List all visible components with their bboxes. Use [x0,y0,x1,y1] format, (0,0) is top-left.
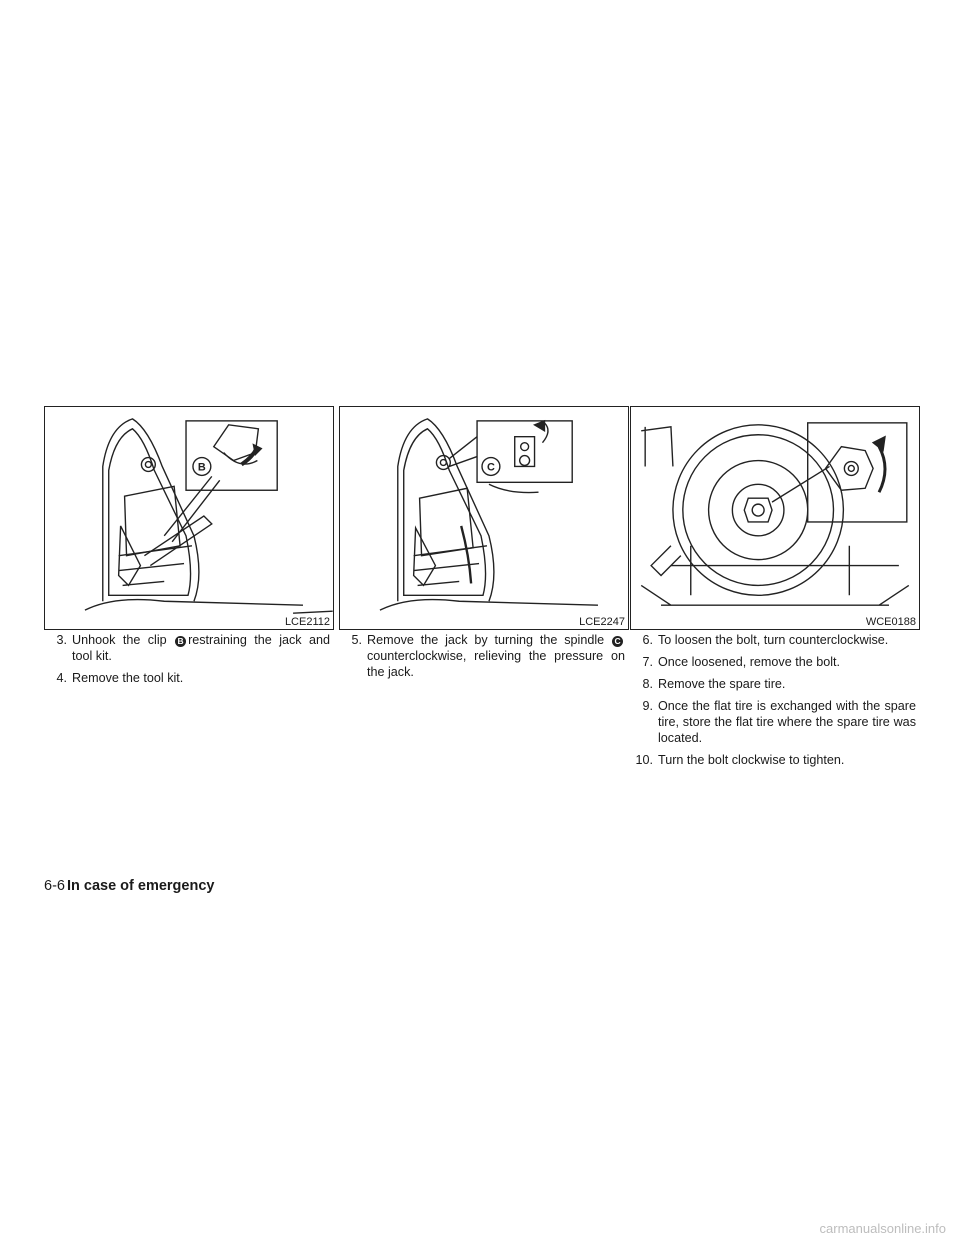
callout-c-icon: C [612,636,623,647]
page-number: 6-6 [44,878,65,894]
spare-tire-illustration [631,407,919,629]
figure-jack-clip [44,406,334,630]
step-number: 8. [642,677,653,691]
step-5 [339,632,625,680]
step-text-before: Remove the jack by turning the spindle [367,633,605,647]
step-10 [630,752,916,768]
step-9 [630,698,916,746]
step-number: 9. [642,699,653,713]
step-number: 3. [56,633,67,647]
figure-callout-label: C [487,461,495,474]
step-text-after: counterclockwise, relieving the pressure on the jack. [367,649,625,679]
figure-code: WCE0188 [865,616,916,628]
figure-callout-label: B [197,461,206,474]
figure-code: LCE2247 [579,616,625,628]
step-7 [630,654,916,670]
step-text-before: Unhook the clip [72,633,167,647]
step-text [72,632,330,664]
step-8 [630,676,916,692]
step-text: Once the flat tire is exchanged with the spare tire, store the flat tire where the spare tire was located. [658,699,916,745]
step-text: Remove the tool kit. [72,671,184,685]
jack-clip-illustration [45,407,333,629]
instructions-column-2 [339,632,625,686]
watermark-logo: carmanualsonline.info [819,1221,946,1236]
page-footer [44,878,214,894]
figure-jack-spindle [339,406,629,630]
step-text: Turn the bolt clockwise to tighten. [658,753,845,767]
figure-spare-tire [630,406,920,630]
step-3 [44,632,330,664]
step-text: Remove the spare tire. [658,677,786,691]
jack-spindle-illustration [340,407,628,629]
step-text: To loosen the bolt, turn counterclockwise. [658,633,889,647]
step-number: 7. [642,655,653,669]
step-6 [630,632,916,648]
figure-code: LCE2112 [284,616,330,628]
step-number: 5. [351,633,362,647]
step-text: Once loosened, remove the bolt. [658,655,841,669]
step-4 [44,670,330,686]
instructions-column-1 [44,632,330,692]
step-number: 10. [635,753,653,767]
step-number: 4. [56,671,67,685]
callout-b-icon: B [175,636,186,647]
step-number: 6. [642,633,653,647]
instructions-column-3 [630,632,916,774]
section-title: In case of emergency [66,878,215,894]
step-text-after: restraining the jack and tool kit. [72,633,331,663]
step-text [367,632,625,680]
